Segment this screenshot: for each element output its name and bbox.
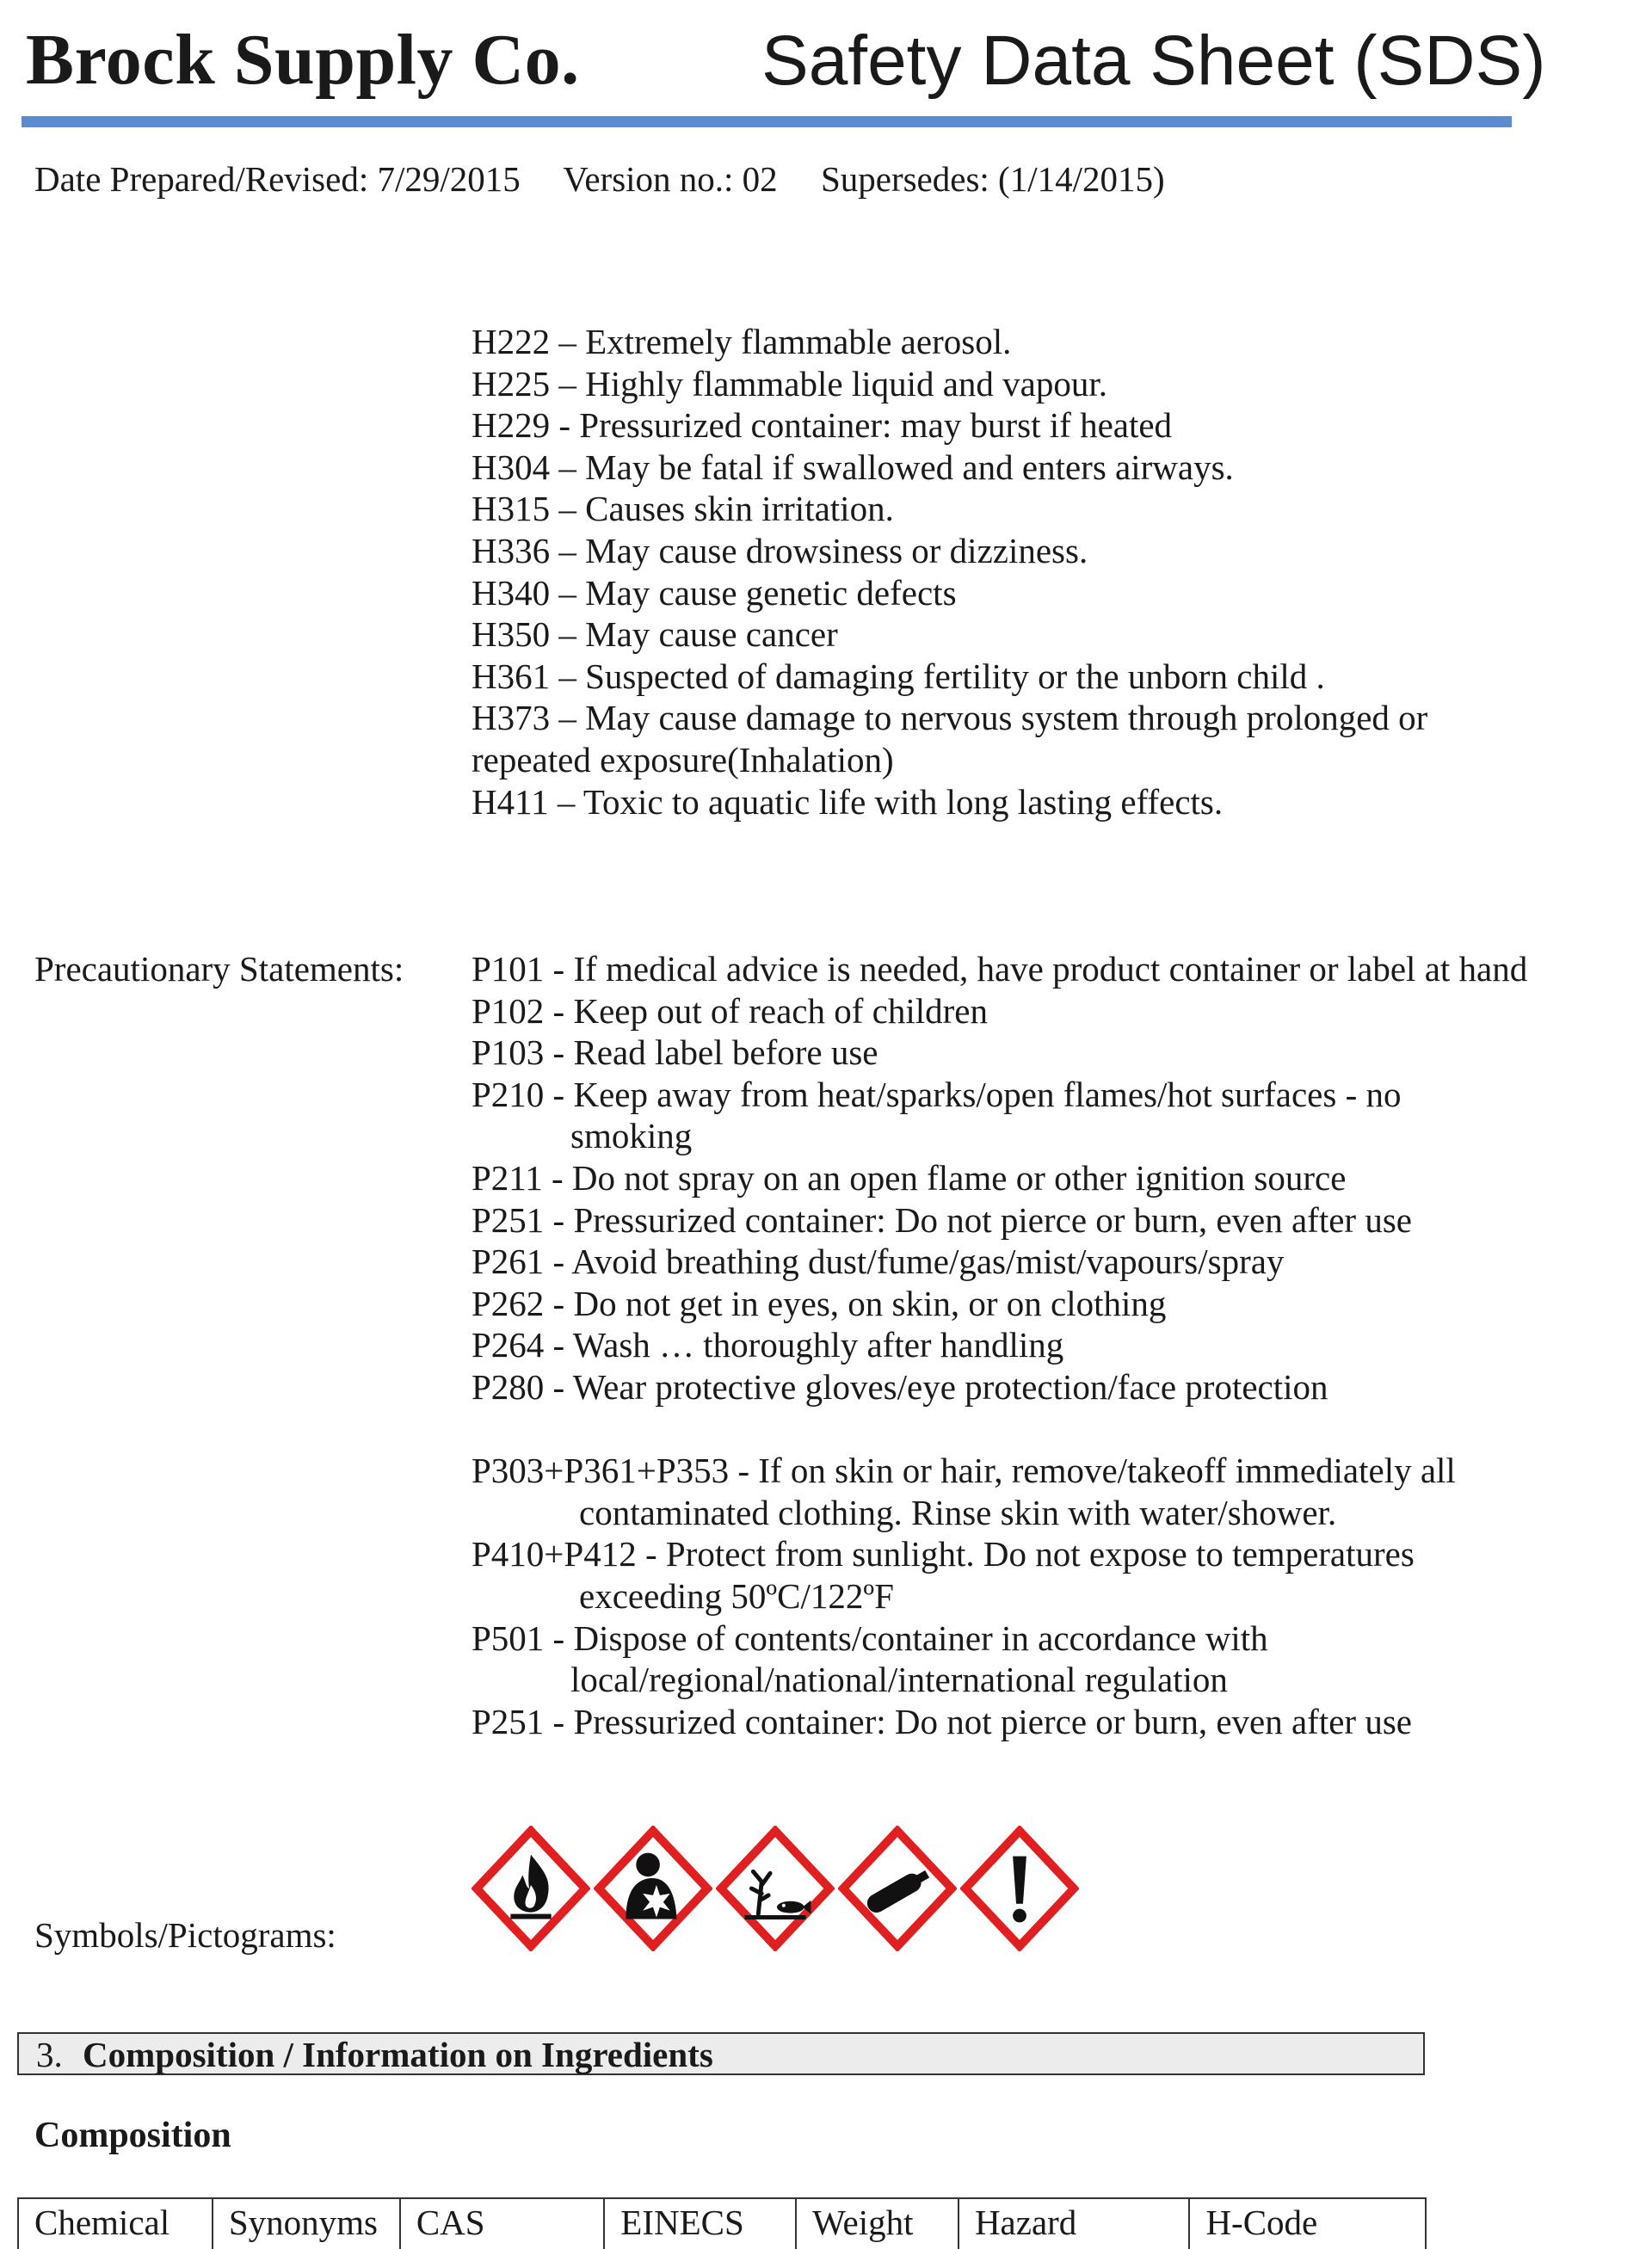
hazard-statement: H304 – May be fatal if swallowed and enters airways. bbox=[472, 447, 1234, 487]
precautionary-continuation: exceeding 50ºC/122ºF bbox=[579, 1575, 894, 1616]
precautionary-statement: P251 - Pressurized container: Do not pierce or burn, even after use bbox=[472, 1701, 1412, 1741]
hazard-statement: H361 – Suspected of damaging fertility or the unborn child . bbox=[472, 656, 1325, 696]
precautionary-statement: P280 - Wear protective gloves/eye protection/face protection bbox=[472, 1366, 1328, 1407]
precautionary-statement: P264 - Wash … thoroughly after handling bbox=[472, 1325, 1064, 1365]
precautionary-statement: P101 - If medical advice is needed, have product container or label at hand bbox=[472, 949, 1528, 989]
document-meta bbox=[34, 158, 1199, 200]
gas-cylinder-icon bbox=[838, 1826, 957, 1951]
composition-heading: Composition bbox=[34, 2116, 231, 2155]
precautionary-statement-continued bbox=[472, 1492, 1527, 1534]
company-name: Brock Supply Co. bbox=[26, 20, 580, 100]
section-title: Composition / Information on Ingredients bbox=[83, 2035, 713, 2074]
hazard-statement: repeated exposure(Inhalation) bbox=[472, 739, 894, 779]
environment-icon bbox=[716, 1826, 835, 1951]
date-revised: Date Prepared/Revised: 7/29/2015 bbox=[34, 159, 521, 199]
list-spacer bbox=[472, 1408, 1527, 1451]
table-header-row bbox=[18, 2198, 1426, 2249]
column-header-synonyms: Synonyms bbox=[213, 2198, 400, 2249]
flame-icon bbox=[472, 1826, 590, 1951]
precautionary-statement: P410+P412 - Protect from sunlight. Do not expose to temperatures bbox=[472, 1534, 1415, 1574]
column-header-h-code: H-Code bbox=[1189, 2198, 1426, 2249]
hazard-statement: H222 – Extremely flammable aerosol. bbox=[472, 322, 1012, 361]
precautionary-statement: P211 - Do not spray on an open flame or other ignition source bbox=[472, 1157, 1347, 1198]
hazard-statement: H350 – May cause cancer bbox=[472, 614, 838, 655]
header-divider bbox=[22, 116, 1512, 127]
precautionary-continuation: smoking bbox=[570, 1116, 693, 1156]
precautionary-statement-continued bbox=[472, 1575, 1527, 1617]
symbols-label: Symbols/Pictograms: bbox=[34, 1915, 336, 1955]
hazard-statement: H315 – Causes skin irritation. bbox=[472, 489, 894, 529]
hazard-statements bbox=[472, 321, 1427, 823]
precautionary-statement: P262 - Do not get in eyes, on skin, or on clothing bbox=[472, 1283, 1167, 1323]
precautionary-statement: P102 - Keep out of reach of children bbox=[472, 990, 988, 1031]
column-header-weight: Weight bbox=[796, 2198, 959, 2249]
precautionary-statement: P303+P361+P353 - If on skin or hair, remove/takeoff immediately all bbox=[472, 1451, 1456, 1491]
column-header-einecs: EINECS bbox=[604, 2198, 796, 2249]
precautionary-statement: P103 - Read label before use bbox=[472, 1032, 878, 1073]
precautionary-continuation: local/regional/national/international regulation bbox=[570, 1660, 1228, 1700]
column-header-chemical: Chemical bbox=[18, 2198, 213, 2249]
hazard-statement: H373 – May cause damage to nervous system through prolonged or bbox=[472, 698, 1428, 738]
precautionary-statements bbox=[472, 948, 1527, 1742]
precautionary-statement: P261 - Avoid breathing dust/fume/gas/mist/vapours/spray bbox=[472, 1242, 1285, 1282]
hazard-statement: H340 – May cause genetic defects bbox=[472, 572, 957, 613]
hazard-statement: H225 – Highly flammable liquid and vapour. bbox=[472, 363, 1108, 404]
section-number: 3. bbox=[36, 2035, 63, 2074]
health-hazard-icon bbox=[594, 1826, 712, 1951]
column-header-hazard: Hazard bbox=[959, 2198, 1190, 2249]
hazard-statement: H229 - Pressurized container: may burst if heated bbox=[472, 405, 1173, 446]
column-header-cas: CAS bbox=[400, 2198, 604, 2249]
precautionary-continuation: contaminated clothing. Rinse skin with water/shower. bbox=[579, 1492, 1337, 1532]
precautionary-statement: P251 - Pressurized container: Do not pierce or burn, even after use bbox=[472, 1199, 1412, 1240]
document-title: Safety Data Sheet (SDS) bbox=[761, 22, 1546, 100]
precautionary-statement-continued bbox=[472, 1115, 1527, 1157]
hazard-statement: H336 – May cause drowsiness or dizziness. bbox=[472, 530, 1088, 570]
precautionary-statement-continued bbox=[472, 1659, 1527, 1701]
precautionary-statement: P210 - Keep away from heat/sparks/open flames/hot surfaces - no bbox=[472, 1074, 1402, 1114]
precautionary-label: Precautionary Statements: bbox=[34, 949, 404, 989]
exclamation-mark-icon bbox=[960, 1826, 1079, 1951]
supersedes-date: Supersedes: (1/14/2015) bbox=[820, 159, 1165, 199]
composition-table bbox=[17, 2197, 1427, 2249]
precautionary-statement: P501 - Dispose of contents/container in accordance with bbox=[472, 1617, 1268, 1658]
hazard-statement: H411 – Toxic to aquatic life with long lasting effects. bbox=[472, 781, 1224, 822]
section-3-header bbox=[17, 2032, 1425, 2075]
ghs-pictograms bbox=[472, 1826, 1079, 1951]
version-number: Version no.: 02 bbox=[563, 159, 778, 199]
